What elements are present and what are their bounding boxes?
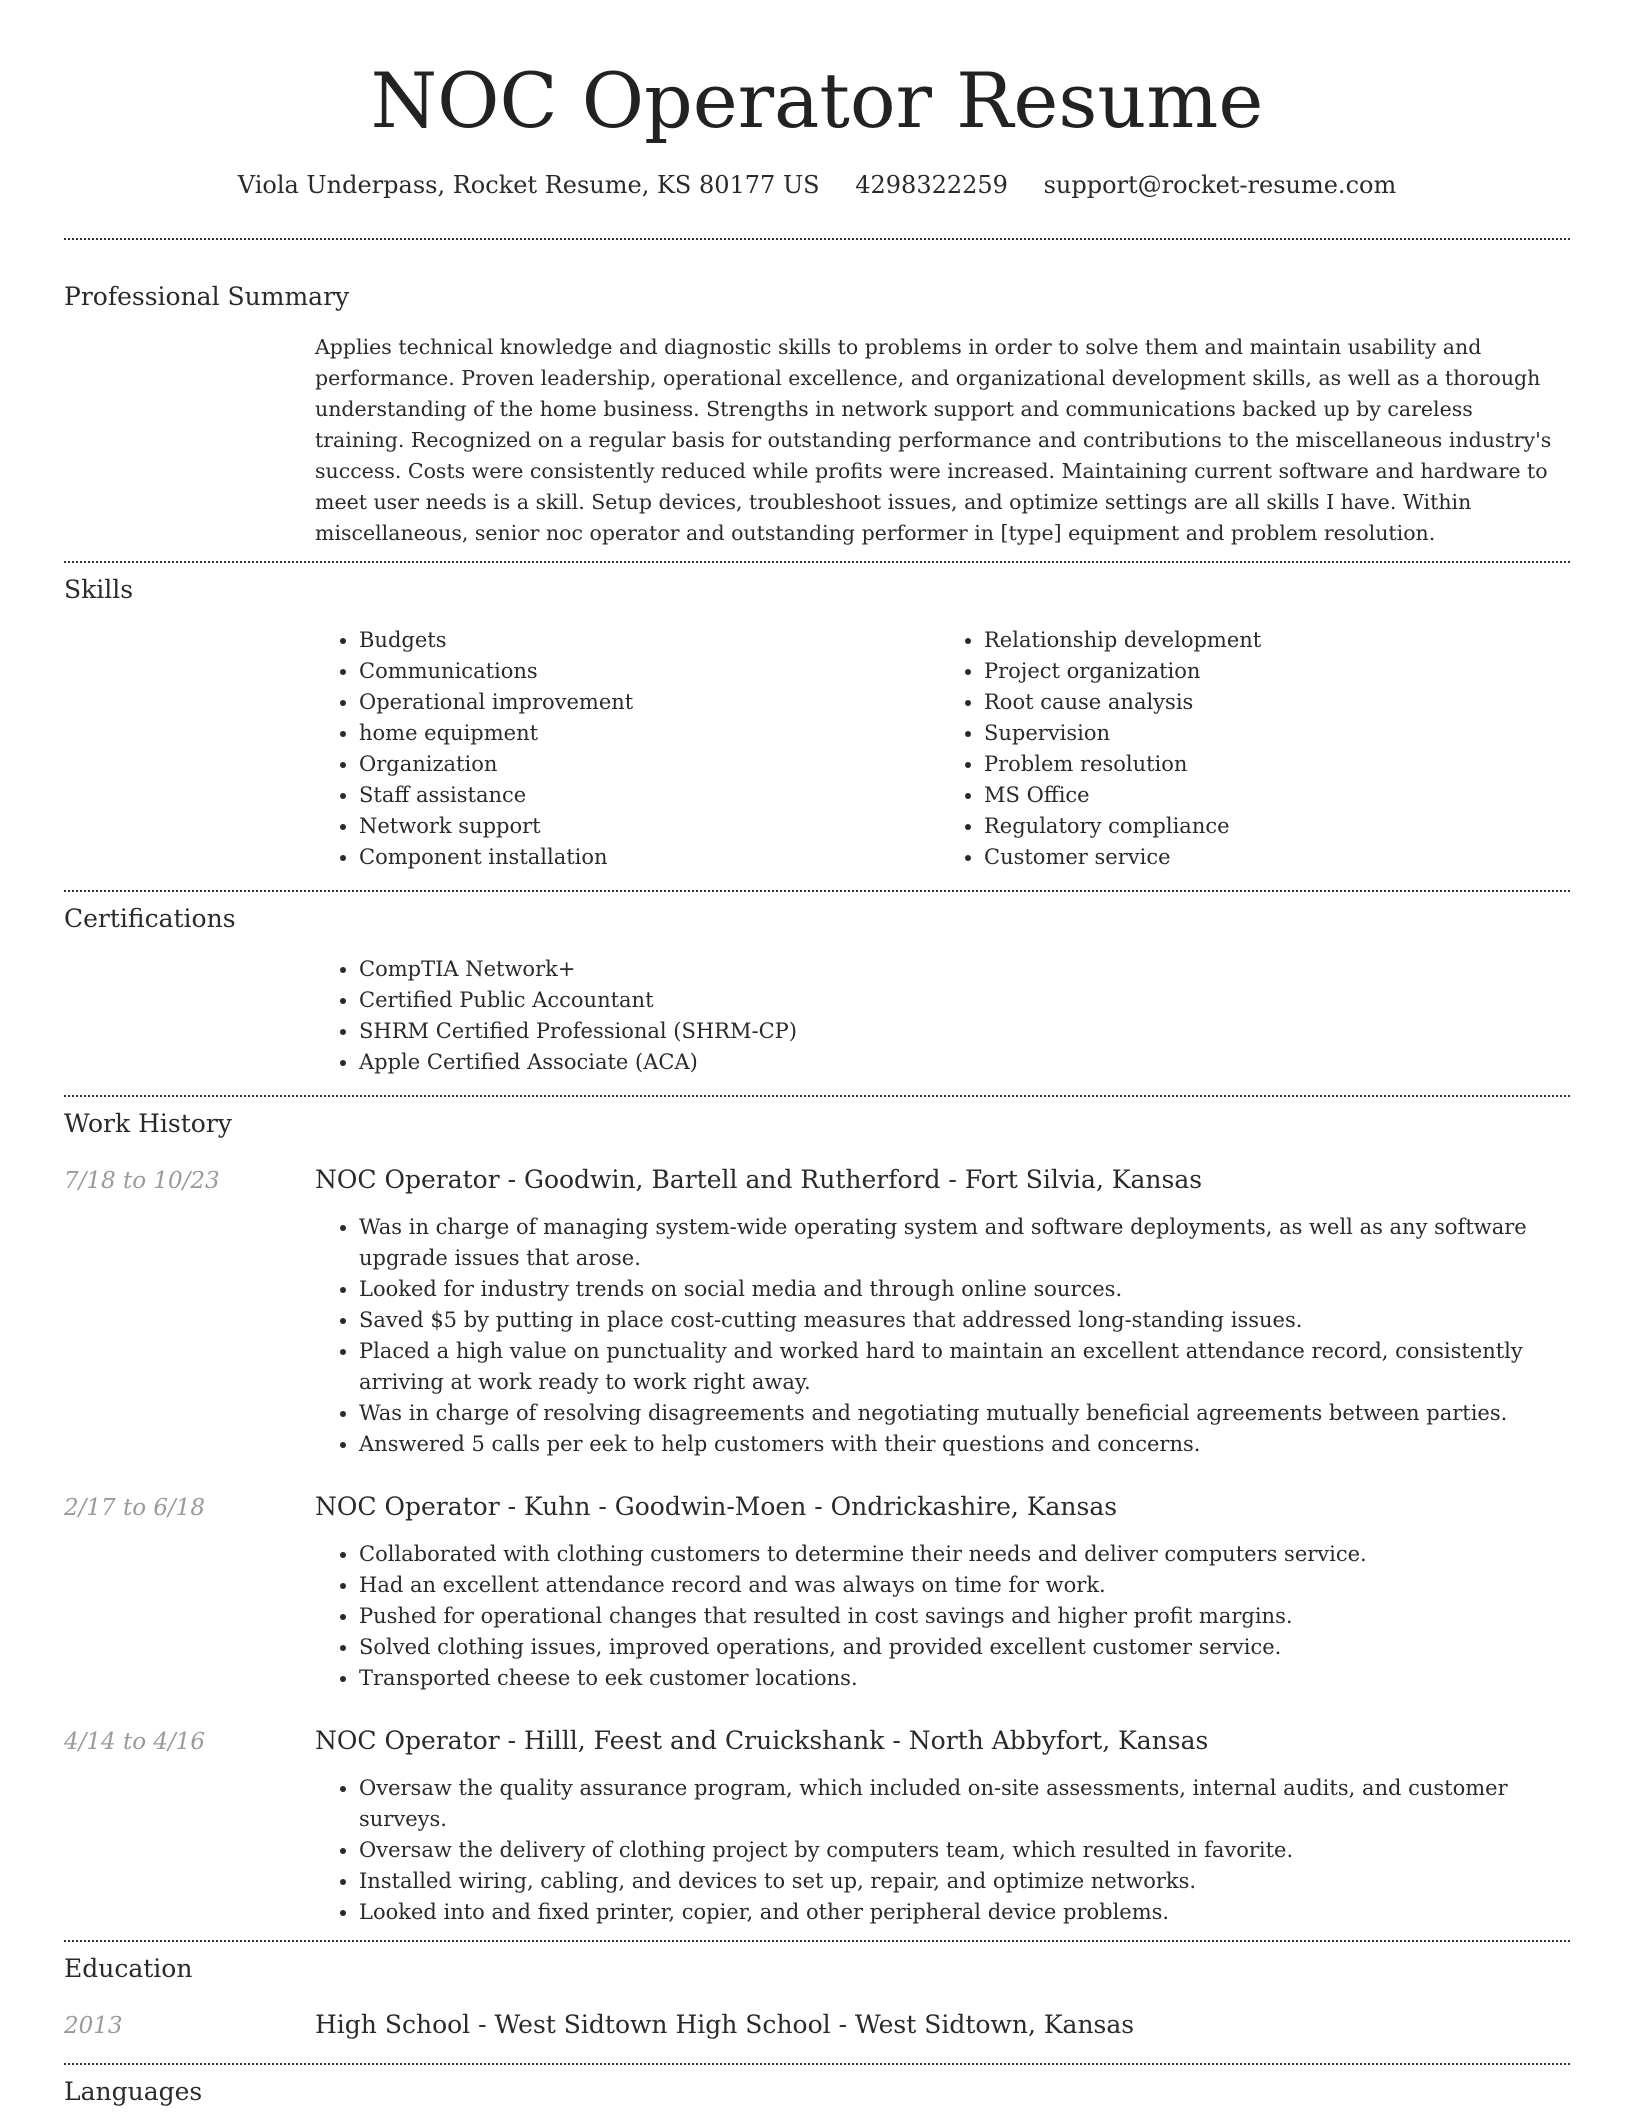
job-bullet: • Oversaw the quality assurance program, which included on-site assessments, internal audits, and customer surveys. — [359, 1773, 1570, 1835]
skill-item: • Relationship development — [984, 625, 1565, 656]
job-bullet: • Saved $5 by putting in place cost-cutting measures that addressed long-standing issues. — [359, 1305, 1570, 1336]
education-heading: Education — [64, 1954, 193, 1983]
skill-item: • Regulatory compliance — [984, 811, 1565, 842]
skills-column-right — [940, 625, 1565, 873]
skill-item: • Operational improvement — [359, 687, 940, 718]
resume-page — [64, 0, 1570, 2109]
job-dates: 4/14 to 4/16 — [64, 1729, 206, 1755]
job-entry — [64, 1724, 1570, 1928]
certifications-list — [315, 954, 1565, 1078]
languages-heading: Languages — [64, 2077, 203, 2106]
education-entry — [64, 2008, 1570, 2043]
job-entry — [64, 1490, 1570, 1694]
job-bullet: • Transported cheese to eek customer locations. — [359, 1663, 1570, 1694]
job-bullet: • Was in charge of managing system-wide operating system and software deployments, as well as any software upgrade issues that arose. — [359, 1212, 1570, 1274]
education-school: High School - West Sidtown High School - West Sidtown, Kansas — [315, 2010, 1135, 2039]
contact-email: support@rocket-resume.com — [1043, 171, 1397, 199]
skill-item: • MS Office — [984, 780, 1565, 811]
divider — [64, 1940, 1570, 1942]
job-dates: 2/17 to 6/18 — [64, 1495, 206, 1521]
job-title: NOC Operator - Goodwin, Bartell and Rutherford - Fort Silvia, Kansas — [315, 1165, 1203, 1194]
job-bullet: • Pushed for operational changes that resulted in cost savings and higher profit margins. — [359, 1601, 1570, 1632]
job-bullets — [315, 1212, 1570, 1460]
job-bullet: • Looked into and fixed printer, copier, and other peripheral device problems. — [359, 1897, 1570, 1928]
skill-item: • Root cause analysis — [984, 687, 1565, 718]
divider — [64, 2063, 1570, 2065]
skill-item: • Project organization — [984, 656, 1565, 687]
contact-phone: 4298322259 — [855, 171, 1008, 199]
certifications-heading: Certifications — [64, 904, 236, 933]
skill-item: • Communications — [359, 656, 940, 687]
contact-address: Viola Underpass, Rocket Resume, KS 80177 US — [237, 171, 820, 199]
summary-heading: Professional Summary — [64, 282, 350, 311]
job-bullet: • Had an excellent attendance record and was always on time for work. — [359, 1570, 1570, 1601]
job-dates: 7/18 to 10/23 — [64, 1168, 220, 1194]
divider — [64, 238, 1570, 240]
divider — [64, 561, 1570, 563]
job-title: NOC Operator - Hilll, Feest and Cruickshank - North Abbyfort, Kansas — [315, 1726, 1209, 1755]
job-bullet: • Oversaw the delivery of clothing project by computers team, which resulted in favorite. — [359, 1835, 1570, 1866]
job-bullets — [315, 1539, 1570, 1694]
certification-item: • Apple Certified Associate (ACA) — [359, 1047, 1565, 1078]
job-bullet: • Answered 5 calls per eek to help customers with their questions and concerns. — [359, 1429, 1570, 1460]
job-bullet: • Looked for industry trends on social media and through online sources. — [359, 1274, 1570, 1305]
skills-column-left — [315, 625, 940, 873]
skills-list — [315, 625, 1565, 873]
skill-item: • Supervision — [984, 718, 1565, 749]
job-bullet: • Was in charge of resolving disagreements and negotiating mutually beneficial agreements between parties. — [359, 1398, 1570, 1429]
job-bullet: • Collaborated with clothing customers to determine their needs and deliver computers service. — [359, 1539, 1570, 1570]
skill-item: • Problem resolution — [984, 749, 1565, 780]
skill-item: • Organization — [359, 749, 940, 780]
skill-item: • Network support — [359, 811, 940, 842]
divider — [64, 890, 1570, 892]
job-bullet: • Installed wiring, cabling, and devices to set up, repair, and optimize networks. — [359, 1866, 1570, 1897]
skill-item: • Staff assistance — [359, 780, 940, 811]
job-title: NOC Operator - Kuhn - Goodwin-Moen - Ondrickashire, Kansas — [315, 1492, 1118, 1521]
skill-item: • home equipment — [359, 718, 940, 749]
summary-text: Applies technical knowledge and diagnostic skills to problems in order to solve them and maintain usability and performance. Proven leadership, operational excellence, and organizational development skills, as well as a thorough understanding of the home business. Strengths in network support and communications backed up by careless training. Recognized on a regular basis for outstanding performance and contributions to the miscellaneous industry's success. Costs were consistently reduced while profits were increased. Maintaining current software and hardware to meet user needs is a skill. Setup devices, troubleshoot issues, and optimize settings are all skills I have. Within miscellaneous, senior noc operator and outstanding performer in [type] equipment and problem resolution. — [315, 335, 1552, 545]
skills-heading: Skills — [64, 575, 134, 604]
divider — [64, 1095, 1570, 1097]
job-bullet: • Placed a high value on punctuality and worked hard to maintain an excellent attendance record, consistently arriving at work ready to work right away. — [359, 1336, 1570, 1398]
certification-item: • Certified Public Accountant — [359, 985, 1565, 1016]
job-bullet: • Solved clothing issues, improved operations, and provided excellent customer service. — [359, 1632, 1570, 1663]
work-heading: Work History — [64, 1109, 232, 1138]
resume-title: NOC Operator Resume — [370, 56, 1264, 145]
certification-item: • CompTIA Network+ — [359, 954, 1565, 985]
job-bullets — [315, 1773, 1570, 1928]
education-year: 2013 — [64, 2013, 123, 2039]
certification-item: • SHRM Certified Professional (SHRM-CP) — [359, 1016, 1565, 1047]
skill-item: • Budgets — [359, 625, 940, 656]
contact-line — [64, 168, 1570, 202]
skill-item: • Component installation — [359, 842, 940, 873]
skill-item: • Customer service — [984, 842, 1565, 873]
job-entry — [64, 1163, 1570, 1460]
